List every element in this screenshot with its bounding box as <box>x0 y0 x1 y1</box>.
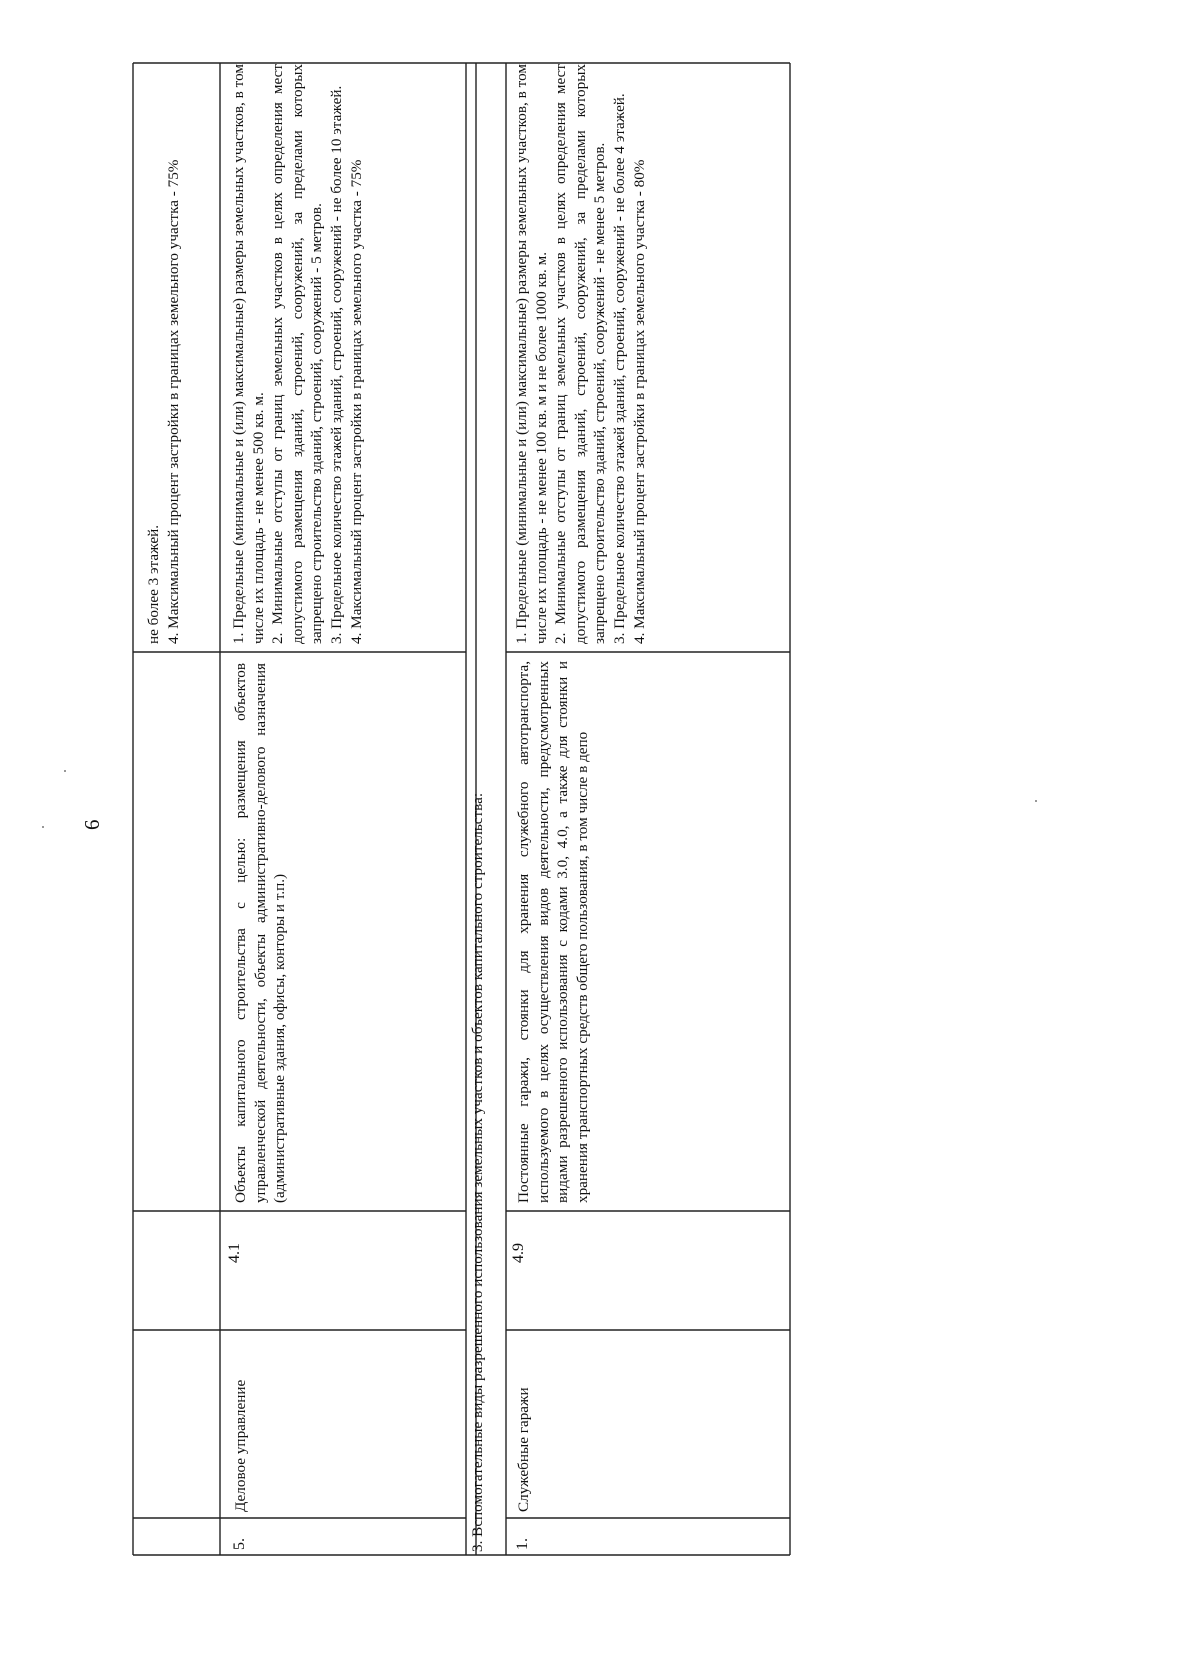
row-1-parameters-cell <box>512 64 787 644</box>
row-1-description-cell <box>514 661 654 1203</box>
scan-speck <box>64 770 66 772</box>
continuation-param-2: 4. Максимальный процент застройки в границах земельного участка - 75% <box>164 159 182 644</box>
row-1-param-4: 4. Максимальный процент застройки в границах земельного участка - 80% <box>630 159 648 644</box>
row-1-param-1: 1. Предельные (минимальные и (или) максимальные) размеры земельных участков, в том числе их площадь - не менее 100 кв. м и не более 1000 кв. м. <box>513 64 550 644</box>
row-5-name: Деловое управление <box>232 1379 249 1512</box>
row-5-code-cell <box>226 1198 266 1308</box>
row-1-param-2: 2. Минимальные отступы от границ земельных участков в целях определения мест допустимого размещения зданий, строений, сооружений, за пределами которых запрещено строительство зданий, строений, сооружений - не менее 5 метров. <box>552 64 609 644</box>
row-5-name-cell <box>231 1336 271 1512</box>
row-5-number-cell <box>231 1518 261 1550</box>
row-5-parameters-cell <box>229 64 465 644</box>
row-5-code: 4.1 <box>226 1243 243 1263</box>
scan-speck <box>42 826 44 828</box>
page-number: 6 <box>80 819 104 830</box>
row-1-name-cell <box>514 1336 554 1512</box>
continuation-parameters-cell <box>144 66 220 644</box>
row-5-number: 5. <box>231 1538 248 1550</box>
row-1-number-cell <box>514 1518 544 1550</box>
row-5-param-4: 4. Максимальный процент застройки в границах земельного участка - 75% <box>347 159 365 644</box>
row-5-param-3: 3. Предельное количество этажей зданий, строений, сооружений - не более 10 этажей. <box>327 85 345 644</box>
row-1-name: Служебные гаражи <box>515 1387 532 1512</box>
section-3-title: 3. Вспомогательные виды разрешенного использования земельных участков и объектов капитального строительства: <box>469 792 486 1552</box>
row-5-param-1: 1. Предельные (минимальные и (или) максимальные) размеры земельных участков, в том числе их площадь - не менее 500 кв. м. <box>230 64 267 644</box>
row-1-number: 1. <box>514 1538 531 1550</box>
row-1-code: 4.9 <box>510 1243 527 1263</box>
scan-speck <box>1035 800 1037 802</box>
row-1-code-cell <box>510 1198 550 1308</box>
row-5-param-2: 2. Минимальные отступы от границ земельных участков в целях определения мест допустимого размещения зданий, строений, сооружений, за пределами которых запрещено строительство зданий, строений, сооружений - 5 метров. <box>269 64 326 644</box>
row-1-param-3: 3. Предельное количество этажей зданий, строений, сооружений - не более 4 этажей. <box>610 93 628 644</box>
row-5-description: Объекты капитального строительства с целью: размещения объектов управленческой деятельности, объекты административно-делового назначения (административные здания, офисы, конторы и т.п.) <box>232 663 289 1203</box>
row-5-description-cell <box>231 663 331 1203</box>
continuation-param-1: не более 3 этажей. <box>145 524 162 644</box>
row-1-description: Постоянные гаражи, стоянки для хранения служебного автотранспорта, используемого в целях осуществления видов деятельности, предусмотренных видами разрешенного использования с кодами 3.0, 4.0, а также для стоянки и хранения транспортных средств общего пользования, в том числе в депо <box>515 661 591 1203</box>
section-3-title-cell <box>468 72 496 1552</box>
